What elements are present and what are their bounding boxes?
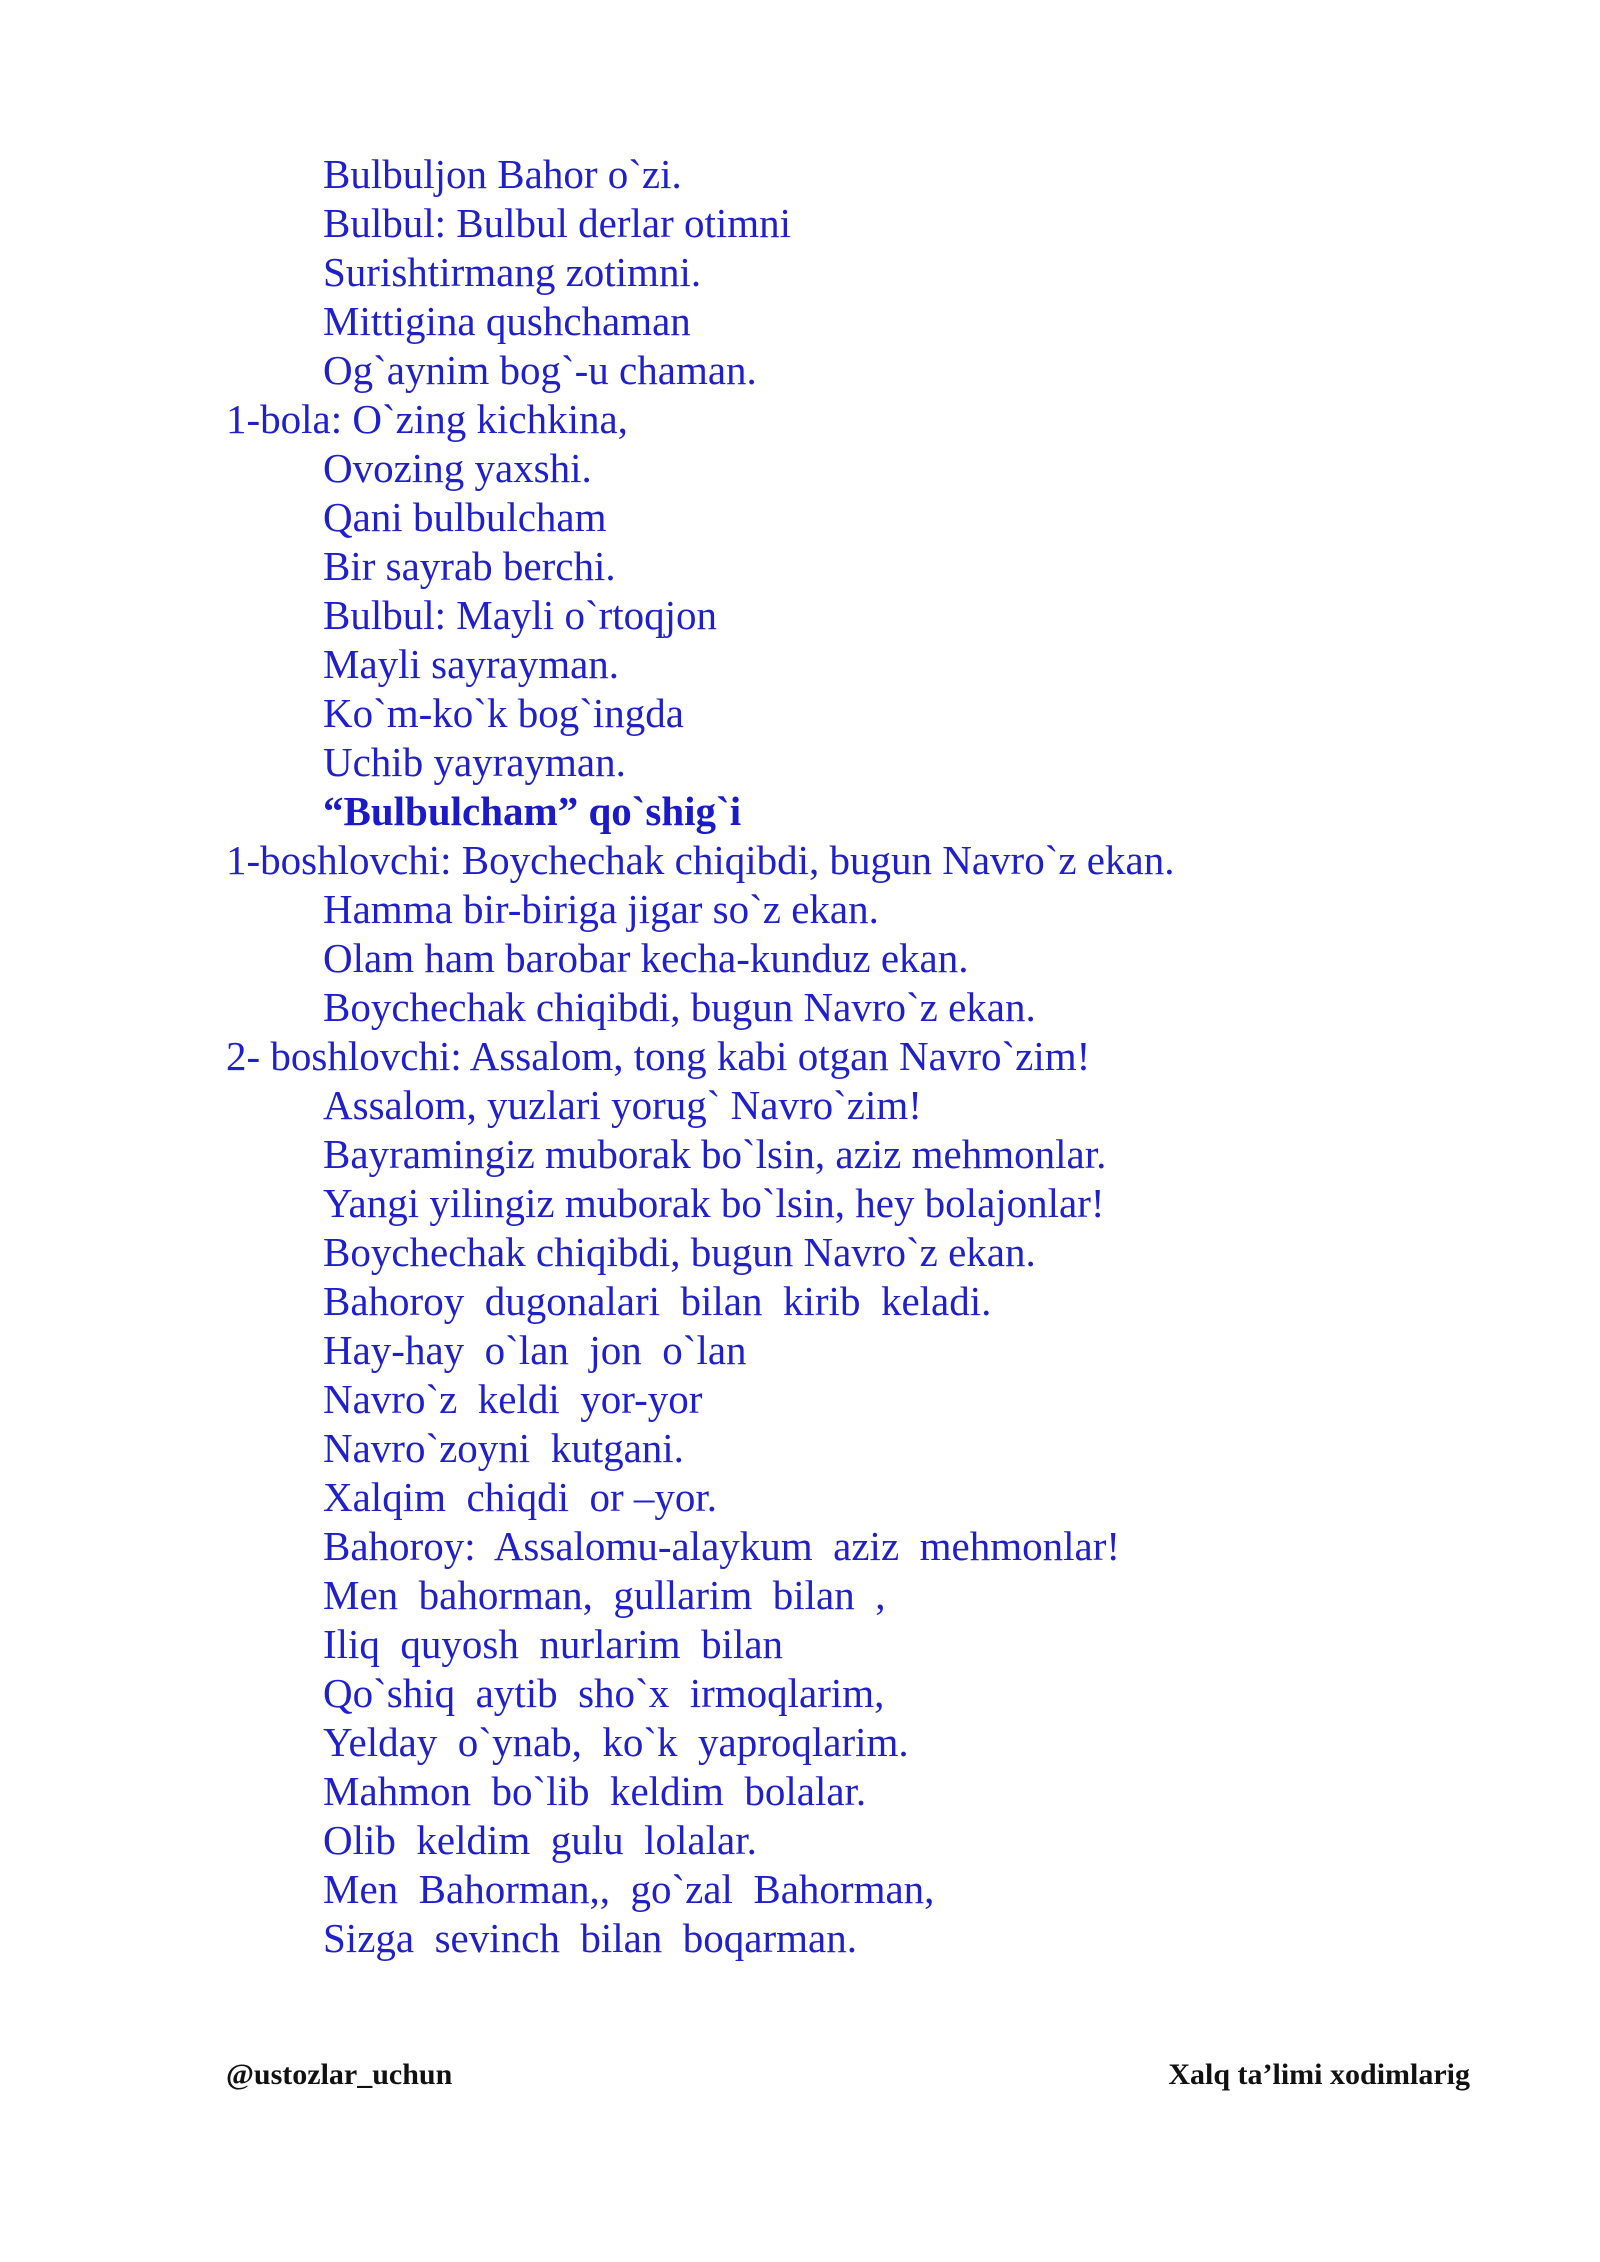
poem-text-block xyxy=(226,150,1486,1963)
text-line: Yelday o`ynab, ko`k yaproqlarim. xyxy=(323,1719,909,1765)
text-line: Hay-hay o`lan jon o`lan xyxy=(323,1327,747,1373)
text-line: Hamma bir-biriga jigar so`z ekan. xyxy=(323,886,879,932)
text-line: Olib keldim gulu lolalar. xyxy=(323,1817,757,1863)
text-line: Mittigina qushchaman xyxy=(323,298,691,344)
text-line: Og`aynim bog`-u chaman. xyxy=(323,347,757,393)
text-line: Olam ham barobar kecha-kunduz ekan. xyxy=(323,935,969,981)
song-title-line: “Bulbulcham” qo`shig`i xyxy=(323,788,742,834)
text-line: 1-bola: O`zing kichkina, xyxy=(226,396,628,442)
text-line: Surishtirmang zotimni. xyxy=(323,249,702,295)
text-line: Boychechak chiqibdi, bugun Navro`z ekan. xyxy=(323,1229,1036,1275)
text-line: Bayramingiz muborak bo`lsin, aziz mehmonlar. xyxy=(323,1131,1107,1177)
text-line: Bahoroy: Assalomu-alaykum aziz mehmonlar! xyxy=(323,1523,1121,1569)
text-line: Yangi yilingiz muborak bo`lsin, hey bolajonlar! xyxy=(323,1180,1105,1226)
text-line: Navro`z keldi yor-yor xyxy=(323,1376,703,1422)
text-line: 2- boshlovchi: Assalom, tong kabi otgan Navro`zim! xyxy=(226,1033,1091,1079)
text-line: 1-boshlovchi: Boychechak chiqibdi, bugun Navro`z ekan. xyxy=(226,837,1175,883)
text-line: Bulbuljon Bahor o`zi. xyxy=(323,151,682,197)
text-line: Uchib yayrayman. xyxy=(323,739,626,785)
text-line: Qo`shiq aytib sho`x irmoqlarim, xyxy=(323,1670,885,1716)
text-line: Men Bahorman,, go`zal Bahorman, xyxy=(323,1866,935,1912)
text-line: Sizga sevinch bilan boqarman. xyxy=(323,1915,858,1961)
footer-source-label: Xalq ta’limi xodimlarig xyxy=(1168,2058,1470,2091)
text-line: Xalqim chiqdi or –yor. xyxy=(323,1474,718,1520)
footer-channel-handle: @ustozlar_uchun xyxy=(226,2058,453,2091)
text-line: Ovozing yaxshi. xyxy=(323,445,592,491)
text-line: Iliq quyosh nurlarim bilan xyxy=(323,1621,784,1667)
text-line: Bulbul: Bulbul derlar otimni xyxy=(323,200,792,246)
text-line: Qani bulbulcham xyxy=(323,494,607,540)
text-line: Bir sayrab berchi. xyxy=(323,543,616,589)
text-line: Bahoroy dugonalari bilan kirib keladi. xyxy=(323,1278,992,1324)
text-line: Assalom, yuzlari yorug` Navro`zim! xyxy=(323,1082,922,1128)
text-line: Mahmon bo`lib keldim bolalar. xyxy=(323,1768,867,1814)
text-line: Boychechak chiqibdi, bugun Navro`z ekan. xyxy=(323,984,1036,1030)
text-line: Mayli sayrayman. xyxy=(323,641,620,687)
text-line: Bulbul: Mayli o`rtoqjon xyxy=(323,592,718,638)
text-line: Ko`m-ko`k bog`ingda xyxy=(323,690,684,736)
text-line: Men bahorman, gullarim bilan , xyxy=(323,1572,886,1618)
text-line: Navro`zoyni kutgani. xyxy=(323,1425,684,1471)
